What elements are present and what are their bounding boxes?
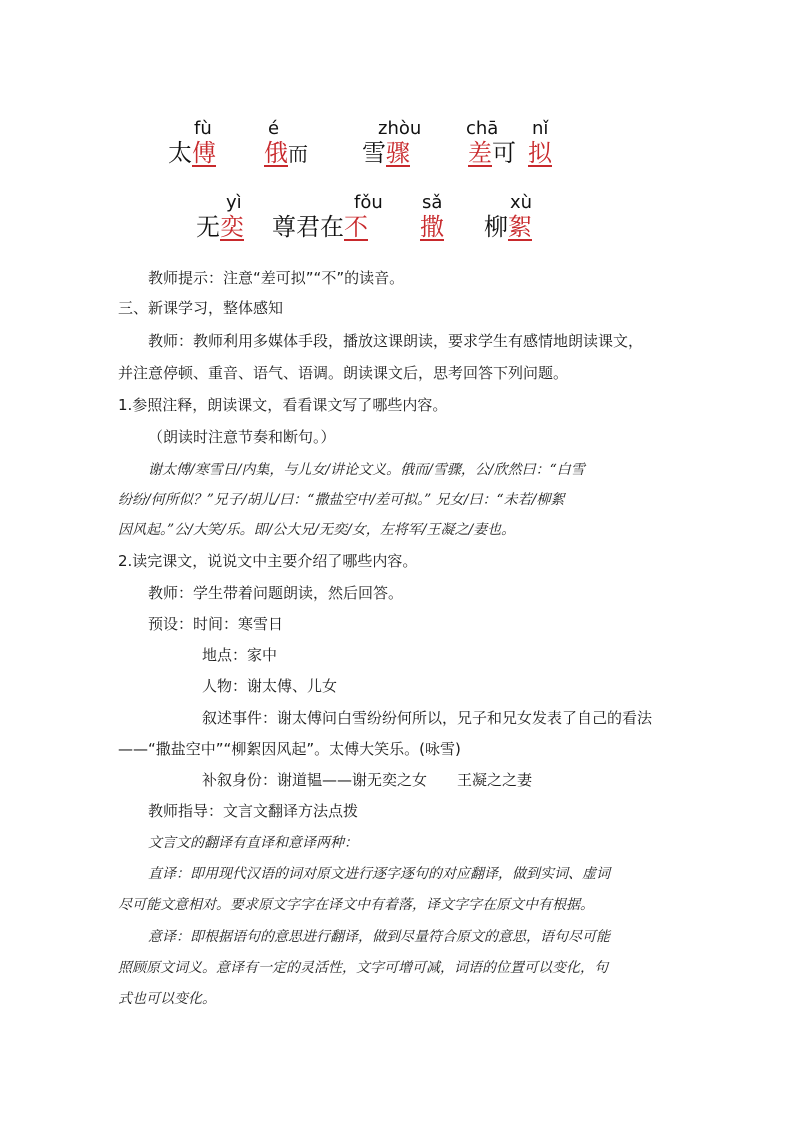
character-group [264,138,308,169]
answer-line: 预设：时间：寒雪日 [148,615,284,633]
translation-line: 直译：即用现代汉语的词对原文进行逐字逐句的对应翻译，做到实词、虚词 [148,866,610,882]
character-group [196,212,244,242]
character-group [420,212,444,242]
plain-char: 雪 [362,139,386,167]
plain-char: 无 [196,213,220,241]
highlighted-char: 絮 [508,213,532,241]
paragraph-line: 教师：学生带着问题朗读，然后回答。 [148,584,404,602]
pinyin-label: sǎ [422,192,443,213]
character-group [362,138,410,168]
reading-note: （朗读时注意节奏和断句。） [148,428,336,446]
highlighted-char: 拟 [528,139,552,167]
character-group [468,138,516,168]
character-group [484,212,532,242]
pinyin-row-2 [0,192,794,262]
teacher-guidance: 教师指导：文言文翻译方法点拨 [148,802,359,820]
plain-char: 可 [492,139,516,167]
pinyin-label: fǒu [354,192,383,213]
translation-line: 意译：即根据语句的意思进行翻译，做到尽量符合原文的意思，语句尽可能 [148,929,610,945]
plain-char: 而 [288,142,308,166]
highlighted-char: 撒 [420,213,444,241]
paragraph-line: 教师：教师利用多媒体手段，播放这课朗读，要求学生有感情地朗读课文， [148,332,644,350]
pinyin-label: fù [194,118,212,139]
plain-char: 尊君在 [272,213,344,241]
pinyin-label: xù [510,192,533,213]
classical-text-line: 纷纷/何所似？”兄子/胡儿/曰：“撒盐空中/差可拟。” 兄女/曰：“未若/柳絮 [118,492,565,508]
answer-line: 人物：谢太傅、儿女 [202,677,338,695]
answer-line: 叙述事件：谢太傅问白雪纷纷何所以，兄子和兄女发表了自己的看法 [202,709,653,727]
highlighted-char: 不 [344,213,368,241]
translation-intro: 文言文的翻译有直译和意译两种： [148,835,358,851]
translation-line: 尽可能文意相对。要求原文字字在译文中有着落，译文字字在原文中有根据。 [118,897,594,913]
highlighted-char: 傅 [192,139,216,167]
translation-line: 照顾原文词义。意译有一定的灵活性，文字可增可减，词语的位置可以变化，句 [118,960,608,976]
pinyin-label: zhòu [378,118,422,139]
teacher-hint: 教师提示：注意“差可拟”“不”的读音。 [148,269,405,287]
highlighted-char: 骤 [386,139,410,167]
pinyin-label: nǐ [532,118,549,139]
highlighted-char: 奕 [220,213,244,241]
classical-text-line: 因风起。”公/大笑/乐。即/公大兄/无奕/女，左将军/王凝之/妻也。 [118,522,516,538]
translation-line: 式也可以变化。 [118,991,216,1007]
highlighted-char: 俄 [264,139,288,167]
answer-line: 地点：家中 [202,646,278,664]
pinyin-label: é [268,118,280,139]
answer-line: 补叙身份：谢道韫——谢无奕之女 王凝之之妻 [202,771,533,789]
pinyin-label: yì [226,192,242,213]
pinyin-row-1 [0,118,794,188]
answer-line: ——“撒盐空中”“柳絮因风起”。太傅大笑乐。(咏雪) [118,740,461,758]
character-group [272,212,368,242]
pinyin-label: chā [466,118,499,139]
plain-char: 柳 [484,213,508,241]
question-1: 1.参照注释，朗读课文，看看课文写了哪些内容。 [118,396,448,414]
character-group [168,138,216,168]
highlighted-char: 差 [468,139,492,167]
paragraph-line: 并注意停顿、重音、语气、语调。朗读课文后，思考回答下列问题。 [118,364,569,382]
section-heading: 三、新课学习，整体感知 [118,299,284,317]
plain-char: 太 [168,139,192,167]
question-2: 2.读完课文，说说文中主要介绍了哪些内容。 [118,552,418,570]
classical-text-line: 谢太傅/寒雪日/内集，与儿女/讲论文义。俄而/雪骤，公/欣然曰：“白雪 [148,462,585,478]
character-group [528,138,552,168]
